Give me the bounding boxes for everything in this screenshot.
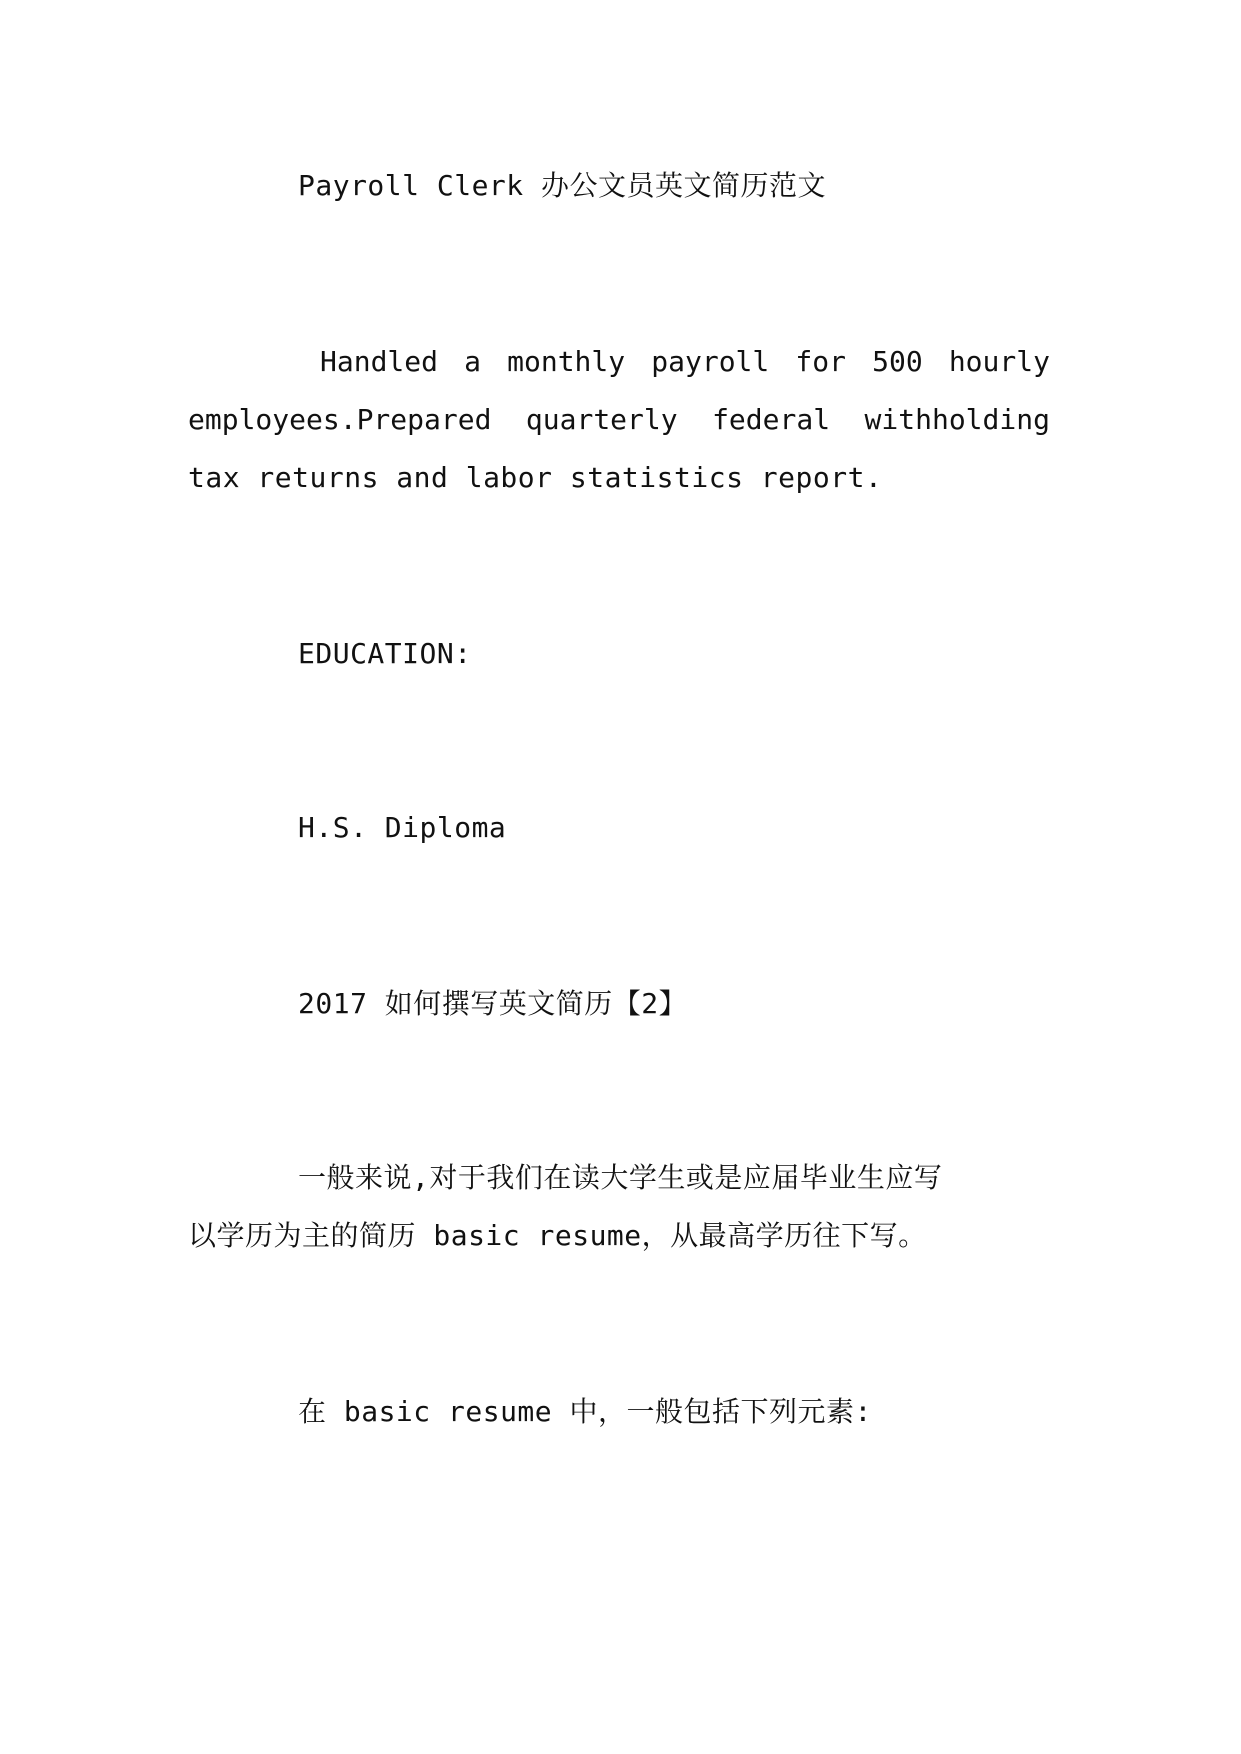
word: employees.Prepared <box>188 403 492 436</box>
word: payroll <box>651 345 770 378</box>
education-item: H.S. Diploma <box>298 811 507 844</box>
paragraph-2-line-2: 以学历为主的简历 basic resume，从最高学历往下写。 <box>188 1219 927 1252</box>
paragraph-2-line-1: 一般来说,对于我们在读大学生或是应届毕业生应写 <box>298 1161 943 1194</box>
word: for <box>795 345 846 378</box>
word: a <box>464 345 481 378</box>
paragraph-1-line-1 <box>320 333 1050 391</box>
word: hourly <box>948 345 1050 378</box>
word: monthly <box>507 345 626 378</box>
document-title: Payroll Clerk 办公文员英文简历范文 <box>298 169 827 202</box>
word: withholding <box>864 403 1050 436</box>
word: Handled <box>320 345 439 378</box>
paragraph-1-line-2 <box>188 391 1050 449</box>
word: federal <box>712 403 831 436</box>
paragraph-1-line-3: tax returns and labor statistics report. <box>188 461 883 494</box>
paragraph-3: 在 basic resume 中，一般包括下列元素: <box>298 1395 872 1428</box>
education-heading: EDUCATION: <box>298 637 472 670</box>
word: quarterly <box>525 403 678 436</box>
section-2-heading: 2017 如何撰写英文简历【2】 <box>298 987 688 1020</box>
word: 500 <box>872 345 923 378</box>
